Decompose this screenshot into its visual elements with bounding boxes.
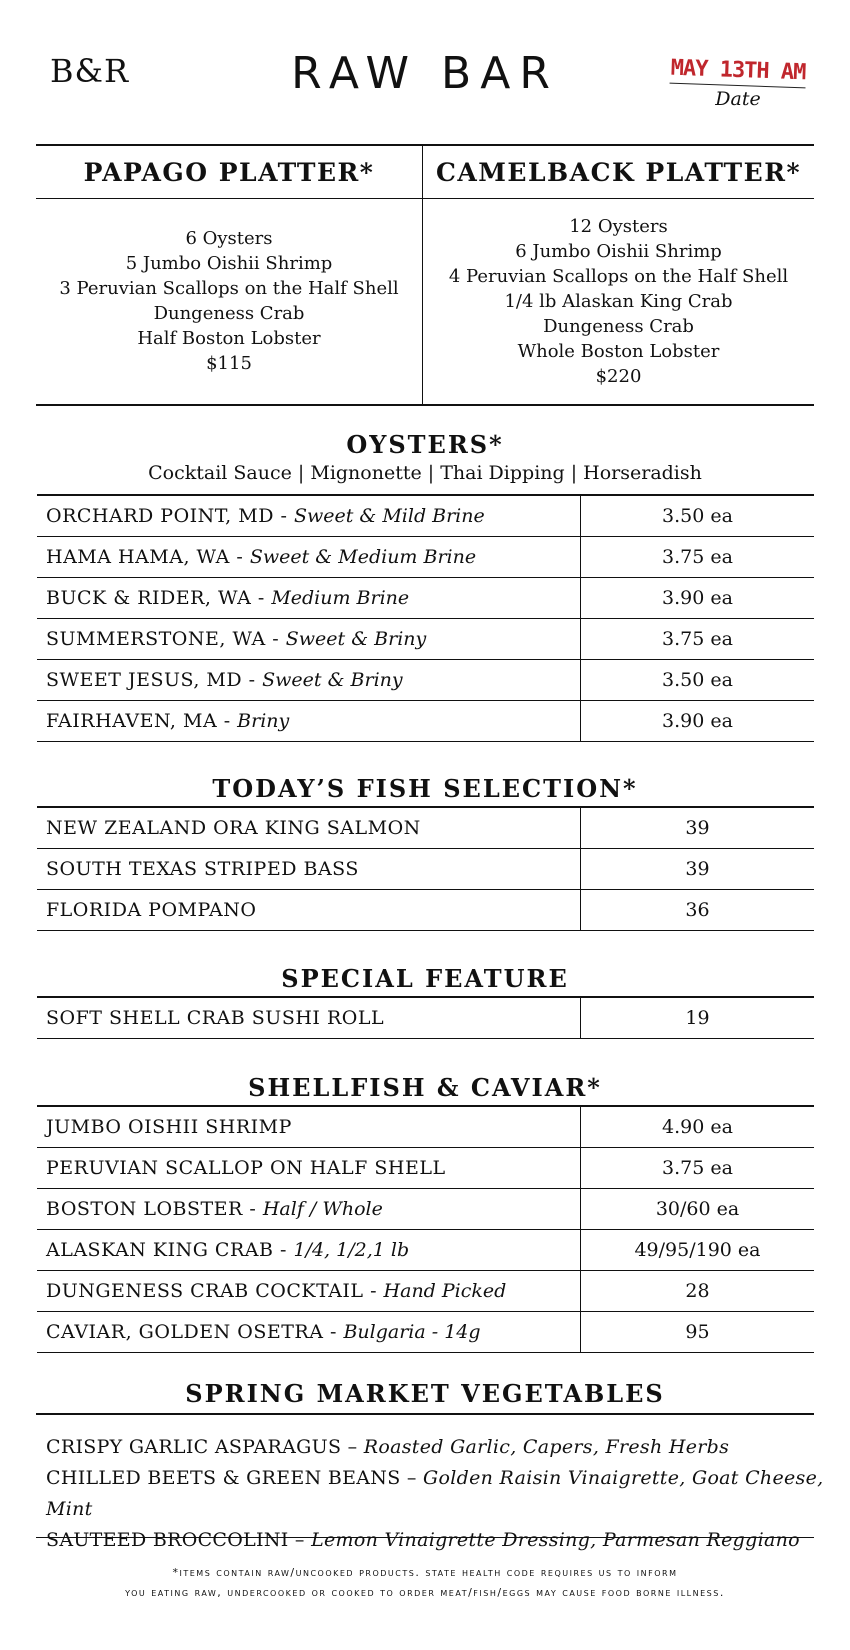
date-label: Date: [715, 88, 761, 110]
item-price: 36: [580, 890, 814, 930]
table-row: [37, 808, 814, 849]
list-item: CRISPY GARLIC ASPARAGUS – Roasted Garlic, Capers, Fresh Herbs: [46, 1436, 730, 1458]
item-name: FLORIDA POMPANO: [46, 899, 257, 921]
disclaimer-line: you eating raw, undercooked or cooked to order meat/fish/eggs may cause food borne illness.: [125, 1586, 725, 1599]
item-price: 3.75 ea: [580, 537, 814, 577]
oysters-sauces: Cocktail Sauce | Mignonette | Thai Dipping | Horseradish: [148, 462, 702, 484]
date-box: [670, 55, 806, 110]
table-row: ORCHARD POINT, MD - Sweet & Mild Brine 3.50 ea: [37, 496, 814, 537]
platter-item: 5 Jumbo Oishii Shrimp: [125, 253, 333, 274]
item-name: FAIRHAVEN, MA: [46, 710, 218, 732]
item-desc: Sweet & Medium Brine: [249, 546, 477, 568]
table-row: SUMMERSTONE, WA - Sweet & Briny 3.75 ea: [37, 619, 814, 660]
item-name: CRISPY GARLIC ASPARAGUS: [46, 1436, 342, 1458]
table-row: BUCK & RIDER, WA - Medium Brine 3.90 ea: [37, 578, 814, 619]
platter-camelback: [423, 146, 814, 389]
table-row: HAMA HAMA, WA - Sweet & Medium Brine 3.75 ea: [37, 537, 814, 578]
item-name: ALASKAN KING CRAB: [46, 1239, 274, 1261]
item-desc: Golden Raisin Vinaigrette, Goat Cheese, Mint: [46, 1467, 824, 1520]
item-price: 28: [580, 1271, 814, 1311]
item-desc: Briny: [237, 710, 290, 732]
table-row: SWEET JESUS, MD - Sweet & Briny 3.50 ea: [37, 660, 814, 701]
item-desc: Roasted Garlic, Capers, Fresh Herbs: [363, 1436, 730, 1458]
platter-items: [36, 226, 422, 376]
item-price: 3.50 ea: [580, 660, 814, 700]
item-price: 39: [580, 808, 814, 848]
item-price: 3.75 ea: [580, 1148, 814, 1188]
table-row: [37, 1148, 814, 1189]
item-price: 3.50 ea: [580, 496, 814, 536]
table-row: CAVIAR, GOLDEN OSETRA - Bulgaria - 14g 95: [37, 1312, 814, 1353]
item-name: SOUTH TEXAS STRIPED BASS: [46, 858, 359, 880]
table-row: [37, 890, 814, 931]
item-price: 3.90 ea: [580, 701, 814, 741]
table-row: [37, 1107, 814, 1148]
item-price: 3.90 ea: [580, 578, 814, 618]
shellfish-title: SHELLFISH & CAVIAR*: [248, 1073, 602, 1102]
item-desc: Sweet & Briny: [262, 669, 403, 691]
platter-papago: [36, 146, 422, 376]
date-value: MAY 13TH AM: [670, 56, 807, 89]
platter-item: 3 Peruvian Scallops on the Half Shell: [59, 278, 399, 299]
fish-title: TODAY’S FISH SELECTION*: [212, 774, 638, 803]
platter-item: 1/4 lb Alaskan King Crab: [504, 291, 733, 312]
item-price: 4.90 ea: [580, 1107, 814, 1147]
item-name: BOSTON LOBSTER: [46, 1198, 243, 1220]
health-disclaimer: [0, 1563, 850, 1603]
item-name: DUNGENESS CRAB COCKTAIL: [46, 1280, 364, 1302]
item-price: 3.75 ea: [580, 619, 814, 659]
item-desc: Lemon Vinaigrette Dressing, Parmesan Reggiano: [311, 1529, 800, 1551]
oysters-table: [37, 494, 814, 742]
item-name: ORCHARD POINT, MD: [46, 505, 274, 527]
platter-items: [423, 214, 814, 389]
special-title: SPECIAL FEATURE: [281, 964, 569, 993]
platter-item: 6 Jumbo Oishii Shrimp: [515, 241, 722, 262]
item-price: 39: [580, 849, 814, 889]
disclaimer-line: *items contain raw/uncooked products. state health code requires us to inform: [172, 1566, 678, 1579]
page-title: RAW BAR: [291, 48, 559, 99]
table-row: [37, 849, 814, 890]
item-name: NEW ZEALAND ORA KING SALMON: [46, 817, 421, 839]
platter-price: $220: [595, 366, 642, 387]
platters-table: [36, 144, 814, 406]
item-desc: Medium Brine: [271, 587, 410, 609]
special-table: [37, 996, 814, 1039]
list-item: SAUTEED BROCCOLINI – Lemon Vinaigrette Dressing, Parmesan Reggiano: [46, 1529, 800, 1551]
item-name: SUMMERSTONE, WA: [46, 628, 266, 650]
platter-item: Dungeness Crab: [153, 303, 305, 324]
item-name: CAVIAR, GOLDEN OSETRA: [46, 1321, 324, 1343]
item-name: HAMA HAMA, WA: [46, 546, 230, 568]
platter-item: 6 Oysters: [185, 228, 273, 249]
item-price: 95: [580, 1312, 814, 1352]
table-row: DUNGENESS CRAB COCKTAIL - Hand Picked 28: [37, 1271, 814, 1312]
platter-title: PAPAGO PLATTER*: [83, 158, 375, 187]
item-name: BUCK & RIDER, WA: [46, 587, 252, 609]
item-name: SAUTEED BROCCOLINI: [46, 1529, 289, 1551]
item-desc: Sweet & Mild Brine: [293, 505, 485, 527]
platter-title: CAMELBACK PLATTER*: [435, 158, 802, 187]
platter-item: 12 Oysters: [569, 216, 668, 237]
list-item: CHILLED BEETS & GREEN BEANS – Golden Raisin Vinaigrette, Goat Cheese, Mint: [46, 1467, 824, 1520]
fish-table: [37, 806, 814, 931]
item-desc: Hand Picked: [383, 1280, 507, 1302]
vegetables-title: SPRING MARKET VEGETABLES: [185, 1379, 665, 1408]
platter-price: $115: [206, 353, 252, 374]
table-row: FAIRHAVEN, MA - Briny 3.90 ea: [37, 701, 814, 742]
item-price: 19: [580, 998, 814, 1038]
item-name: SWEET JESUS, MD: [46, 669, 243, 691]
item-desc: Sweet & Briny: [285, 628, 427, 650]
item-name: JUMBO OISHII SHRIMP: [46, 1116, 292, 1138]
item-name: CHILLED BEETS & GREEN BEANS: [46, 1467, 401, 1489]
shellfish-table: [37, 1105, 814, 1353]
platter-item: 4 Peruvian Scallops on the Half Shell: [448, 266, 789, 287]
item-desc: Bulgaria - 14g: [343, 1321, 481, 1343]
table-row: ALASKAN KING CRAB - 1/4, 1/2,1 lb 49/95/190 ea: [37, 1230, 814, 1271]
platter-item: Dungeness Crab: [543, 316, 694, 337]
table-row: [37, 998, 814, 1039]
platter-item: Whole Boston Lobster: [517, 341, 720, 362]
item-price: 30/60 ea: [580, 1189, 814, 1229]
platter-item: Half Boston Lobster: [137, 328, 321, 349]
oysters-title: OYSTERS*: [346, 430, 504, 459]
item-name: PERUVIAN SCALLOP ON HALF SHELL: [46, 1157, 446, 1179]
table-row: BOSTON LOBSTER - Half / Whole 30/60 ea: [37, 1189, 814, 1230]
item-desc: Half / Whole: [262, 1198, 383, 1220]
item-price: 49/95/190 ea: [580, 1230, 814, 1270]
logo: B&R: [50, 52, 130, 90]
item-desc: 1/4, 1/2,1 lb: [293, 1239, 410, 1261]
item-name: SOFT SHELL CRAB SUSHI ROLL: [46, 1007, 385, 1029]
